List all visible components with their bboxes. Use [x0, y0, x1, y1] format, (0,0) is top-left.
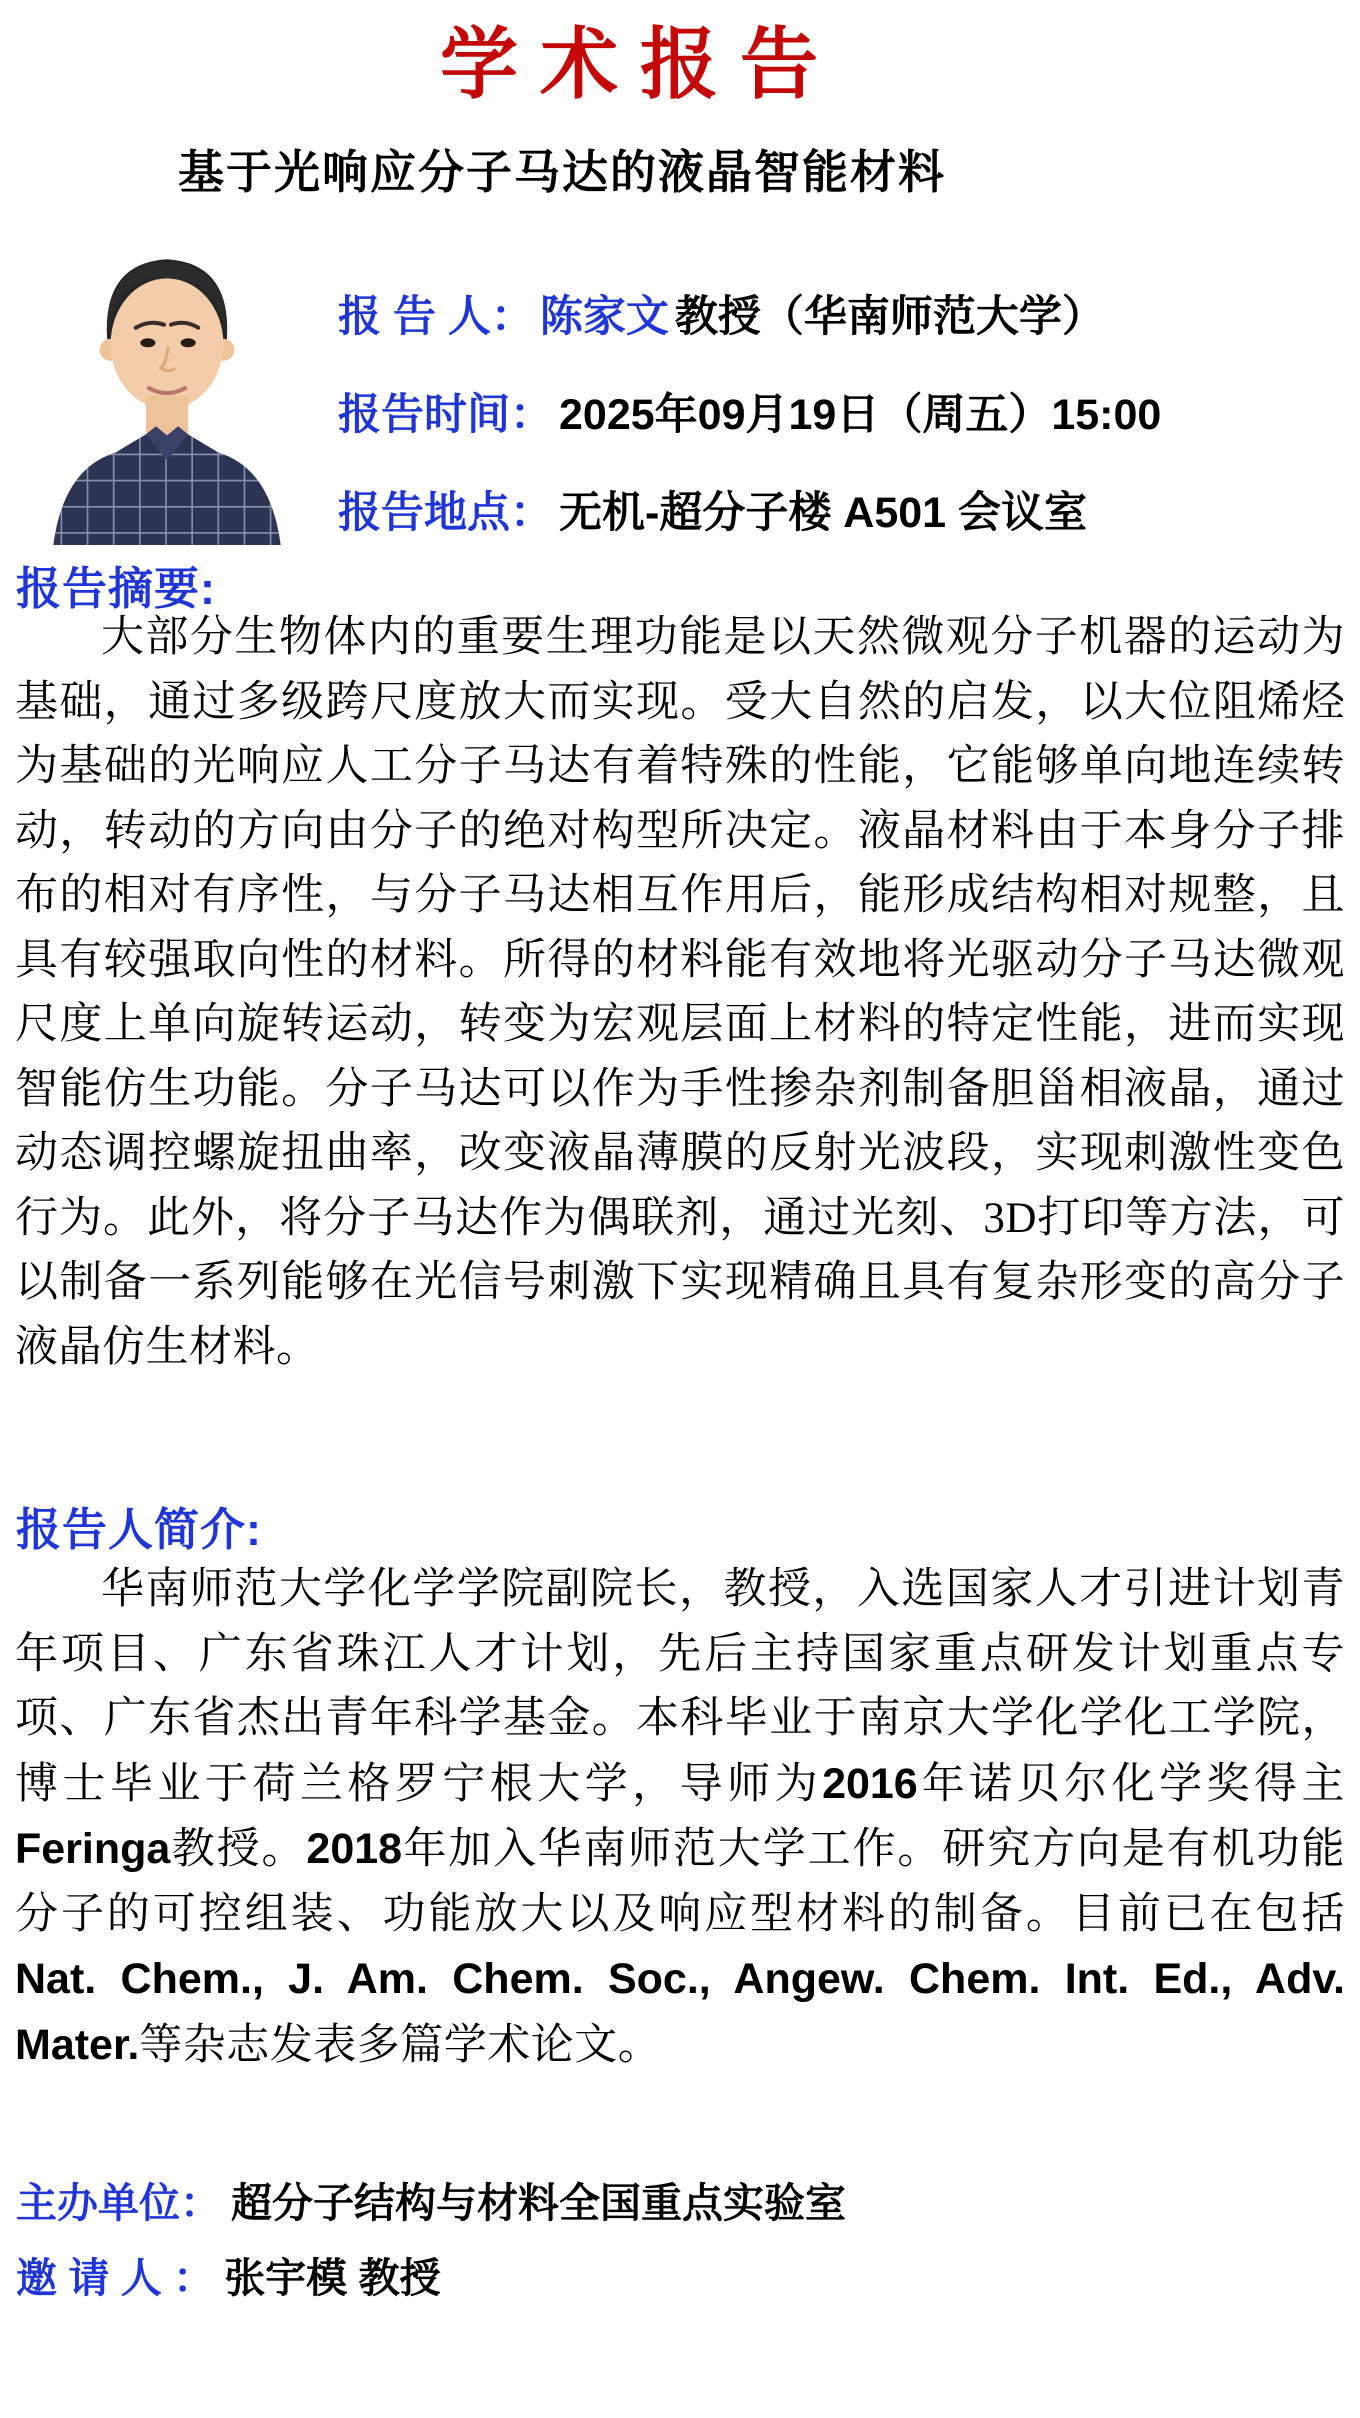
- host-row: [16, 2170, 846, 2229]
- lecture-title: 基于光响应分子马达的液晶智能材料: [178, 146, 946, 198]
- speaker-photo: [38, 213, 296, 545]
- footer: [16, 2170, 846, 2304]
- speaker-name: 陈家文: [539, 293, 669, 341]
- inviter-row: [16, 2245, 846, 2304]
- abstract-body: 大部分生物体内的重要生理功能是以天然微观分子机器的运动为基础，通过多级跨尺度放大而实现。受大自然的启发，以大位阻烯烃为基础的光响应人工分子马达有着特殊的性能，它能够单向地连续转动，转动的方向由分子的绝对构型所决定。液晶材料由于本身分子排布的相对有序性，与分子马达相互作用后，能形成结构相对规整，且具有较强取向性的材料。所得的材料能有效地将光驱动分子马达微观尺度上单向旋转运动，转变为宏观层面上材料的特定性能，进而实现智能仿生功能。分子马达可以作为手性掺杂剂制备胆甾相液晶，通过动态调控螺旋扭曲率，改变液晶薄膜的反射光波段，实现刺激性变色行为。此外，将分子马达作为偶联剂，通过光刻、3D打印等方法，可以制备一系列能够在光信号刺激下实现精确且具有复杂形变的高分子液晶仿生材料。: [15, 614, 1345, 1371]
- time-row: [338, 381, 1161, 442]
- time-value: 2025年09月19日（周五）15:00: [559, 391, 1162, 439]
- inviter-label: 邀 请 人 ：: [16, 2255, 215, 2301]
- location-label: 报告地点：: [338, 489, 553, 537]
- host-label: 主办单位：: [16, 2180, 221, 2226]
- portrait-illustration: [38, 213, 296, 545]
- speaker-affiliation: 教授（华南师范大学）: [674, 293, 1105, 341]
- bio-body: 华南师范大学化学学院副院长，教授，入选国家人才引进计划青年项目、广东省珠江人才计划，先后主持国家重点研发计划重点专项、广东省杰出青年科学基金。本科毕业于南京大学化学化工学院，博士毕业于荷兰格罗宁根大学，导师为2016年诺贝尔化学奖得主Feringa教授。2018年加入华南师范大学工作。研究方向是有机功能分子的可控组装、功能放大以及响应型材料的制备。目前已在包括Nat. Chem., J. Am. Chem. Soc., Angew. Chem. Int. Ed., Adv. Mater.等杂志发表多篇学术论文。: [15, 1566, 1346, 2069]
- poster-title: 学术报告: [439, 19, 840, 110]
- abstract-heading: 报告摘要:: [16, 563, 216, 614]
- host-value: 超分子结构与材料全国重点实验室: [231, 2180, 846, 2226]
- speaker-label: 报 告 人：: [338, 293, 534, 341]
- bio-heading: 报告人简介:: [16, 1504, 262, 1555]
- lecture-info: [338, 283, 1161, 540]
- location-value: 无机-超分子楼 A501 会议室: [559, 489, 1088, 537]
- inviter-value: 张宇模 教授: [224, 2255, 441, 2301]
- time-label: 报告时间：: [338, 391, 553, 439]
- speaker-row: [338, 283, 1161, 344]
- location-row: [338, 479, 1161, 540]
